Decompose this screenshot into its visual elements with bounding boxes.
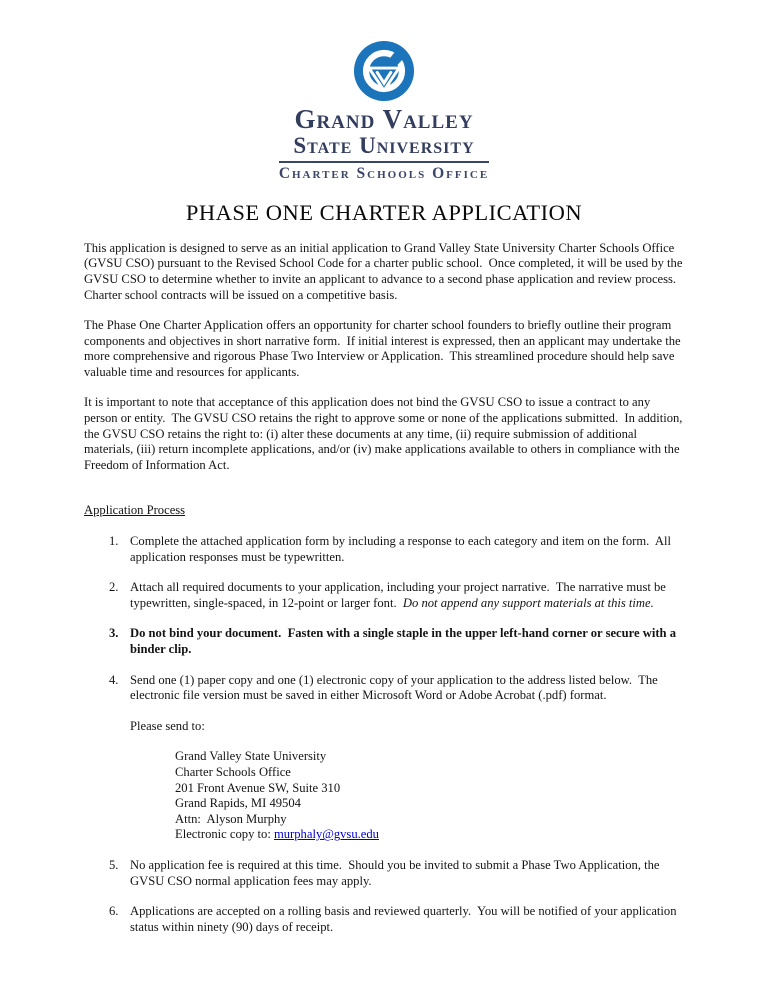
list-item-2-number: 2. [109,580,119,595]
list-item-3-bold-text: Do not bind your document. Fasten with a single staple in the upper left-hand corner or secure with a binder clip. [130,626,680,656]
list-item-1 [84,534,684,565]
list-item-1-text: Complete the attached application form by including a response to each category and item on the form. All application responses must be typewritten. [130,534,675,564]
logo-name-line1: Grand Valley [294,104,474,134]
please-send-to-label: Please send to: [130,718,205,733]
gvsu-circle-gv-logo-icon [353,40,415,102]
list-item-5-number: 5. [109,857,119,872]
logo-office-line: Charter Schools Office [278,164,490,182]
address-line-office: Charter Schools Office [175,764,291,779]
list-item-5-text: No application fee is required at this time. Should you be invited to submit a Phase Two Application, the GVSU CSO normal application fees may apply. [130,857,663,888]
address-line-city: Grand Rapids, MI 49504 [175,796,301,811]
list-item-5 [84,858,684,889]
application-process-list [84,534,684,935]
logo-divider-rule [279,161,489,182]
address-line-attn: Attn: Alyson Murphy [175,811,287,826]
address-line-street: 201 Front Avenue SW, Suite 310 [175,780,341,795]
intro-paragraph-1: This application is designed to serve as an initial application to Grand Valley State University Charter Schools Office (GVSU CSO) pursuant to the Revised School Code for a charter public school. Once completed, it will be used by the GVSU CSO to determine whether to invite an applicant to advance to a second phase application and review process. Charter school contracts will be issued on a competitive basis. [84,240,686,302]
list-item-1-number: 1. [109,534,119,549]
mailing-address-block [175,749,684,843]
address-line-university: Grand Valley State University [175,749,327,764]
list-item-2-text: Attach all required documents to your application, including your project narrative. The narrative must be typewritten, single-spaced, in 12-point or larger font. [130,580,670,610]
list-item-4 [84,673,684,843]
list-item-3-number: 3. [109,626,119,641]
electronic-copy-line [175,827,684,843]
list-item-6-number: 6. [109,904,119,919]
list-item-6-text: Applications are accepted on a rolling basis and reviewed quarterly. You will be notified of your application status within ninety (90) days of receipt. [130,904,680,934]
logo-name-line2: State University [293,132,475,158]
list-item-3 [84,626,684,657]
email-link[interactable]: murphaly@gvsu.edu [273,827,379,842]
list-item-2 [84,580,684,611]
section-heading-application-process: Application Process [84,503,186,518]
intro-paragraph-3: It is important to note that acceptance of this application does not bind the GVSU CSO to issue a contract to any person or entity. The GVSU CSO retains the right to approve some or none of the applications submitted. In addition, the GVSU CSO retains the right to: (i) alter these documents at any time, (ii) require submission of additional materials, (iii) return incomplete applications, and/or (iv) make applications available to others in compliance with the Freedom of Information Act. [84,395,686,472]
list-item-4-text: Send one (1) paper copy and one (1) electronic copy of your application to the address listed below. The electronic file version must be saved in either Microsoft Word or Adobe Acrobat (.pdf) format. [130,672,661,703]
email-label: Electronic copy to: [175,827,274,842]
list-item-4-number: 4. [109,672,119,687]
list-item-6 [84,904,684,935]
gvsu-logo [84,40,684,182]
page-title: PHASE ONE CHARTER APPLICATION [185,199,583,225]
list-item-2-italic-text: Do not append any support materials at this time. [402,595,654,610]
intro-paragraph-2: The Phase One Charter Application offers an opportunity for charter school founders to briefly outline their program components and objectives in short narrative form. If initial interest is expressed, then an applicant may undertake the more comprehensive and rigorous Phase Two Interview or Application. This streamlined procedure should help save valuable time and resources for applicants. [84,318,684,379]
